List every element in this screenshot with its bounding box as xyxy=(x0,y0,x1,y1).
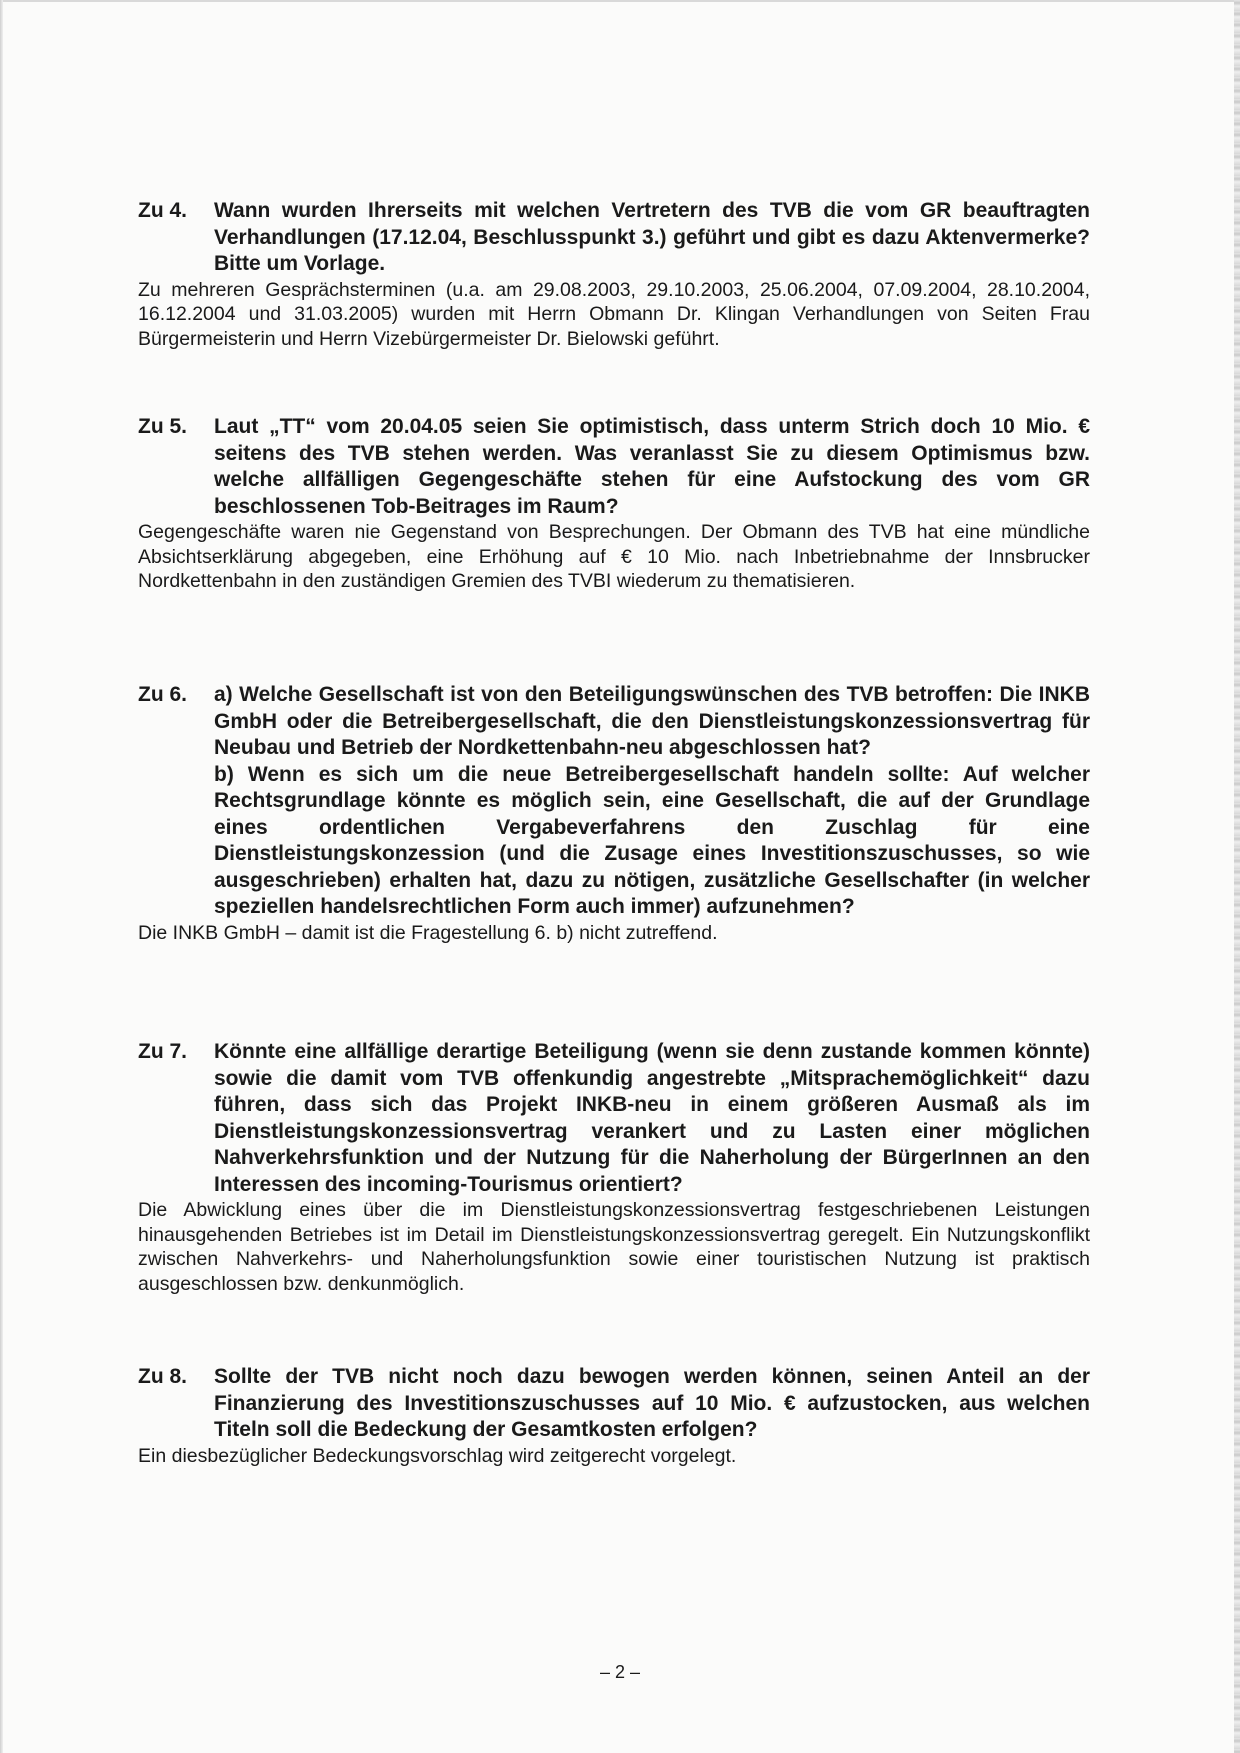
question-text: Laut „TT“ vom 20.04.05 seien Sie optimistisch, dass unterm Strich doch 10 Mio. € seitens des TVB stehen werden. Was veranlasst Sie zu diesem Optimismus bzw. welche allfälligen Gegengeschäfte stehen für eine Aufstockung des vom GR beschlossenen Tob-Beitrages im Raum? xyxy=(214,415,1090,518)
question xyxy=(138,682,1090,921)
question-number: Zu 5. xyxy=(138,415,188,438)
question-number: Zu 8. xyxy=(138,1365,188,1388)
answer-text: Ein diesbezüglicher Bedeckungsvorschlag wird zeitgerecht vorgelegt. xyxy=(138,1444,737,1467)
question xyxy=(138,1039,1090,1198)
question-text-a: a) Welche Gesellschaft ist von den Beteiligungswünschen des TVB betroffen: Die INKB GmbH oder die Betreibergesellschaft, die den Dienstleistungskonzessionsvertrag für Neubau und Betrieb der Nordkettenbahn-neu abgeschlossen hat? xyxy=(214,683,1090,759)
question-text: Sollte der TVB nicht noch dazu bewogen werden können, seinen Anteil an der Finanzierung des Investitionszuschusses auf 10 Mio. € aufzustocken, aus welchen Titeln soll die Bedeckung der Gesamtkosten erfolgen? xyxy=(214,1365,1090,1441)
question-text-b: b) Wenn es sich um die neue Betreibergesellschaft handeln sollte: Auf welcher Rechtsgrundlage könnte es möglich sein, eine Gesellschaft, die auf der Grundlage eines ordentlichen Vergabeverfahrens den Zuschlag für eine Dienstleistungskonzession (und die Zusage eines Investitionszuschusses, so wie ausgeschrieben) erhalten hat, dazu zu nötigen, zusätzliche Gesellschafter (in welcher speziellen handelsrechtlichen Form auch immer) aufzunehmen? xyxy=(214,762,1090,918)
question-text: Könnte eine allfällige derartige Beteiligung (wenn sie denn zustande kommen könnte) sowie die damit vom TVB offenkundig angestrebte „Mitsprachemöglichkeit“ dazu führen, dass sich das Projekt INKB-neu in einem größeren Ausmaß als im Dienstleistungskonzessionsvertrag verankert und zu Lasten einer möglichen Nahverkehrsfunktion und der Nutzung für die Naherholung der BürgerInnen an den Interessen des incoming-Tourismus orientiert? xyxy=(214,1040,1090,1196)
question xyxy=(138,414,1090,520)
section-zu-4 xyxy=(138,198,1090,351)
answer-text: Die Abwicklung eines über die im Dienstleistungskonzessionsvertrag festgeschriebenen Leistungen hinausgehenden Betriebes ist im Detail im Dienstleistungskonzessionsvertrag geregelt. Ein Nutzungskonflikt zwischen Nahverkehrs- und Naherholungsfunktion sowie einer touristischen Nutzung ist praktisch ausgeschlossen bzw. denkunmöglich. xyxy=(138,1199,1090,1295)
answer-text: Die INKB GmbH – damit ist die Fragestellung 6. b) nicht zutreffend. xyxy=(138,921,718,944)
question-number: Zu 6. xyxy=(138,683,188,706)
scan-edge-top xyxy=(0,0,1240,2)
section-zu-6 xyxy=(138,682,1090,945)
question-number: Zu 4. xyxy=(138,199,188,222)
answer-text: Zu mehreren Gesprächsterminen (u.a. am 29.08.2003, 29.10.2003, 25.06.2004, 07.09.2004, 28.10.2004, 16.12.2004 und 31.03.2005) wurden mit Herrn Obmann Dr. Klingan Verhandlungen von Seiten Frau Bürgermeisterin und Herrn Vizebürgermeister Dr. Bielowski geführt. xyxy=(138,278,1090,350)
answer-text: Gegengeschäfte waren nie Gegenstand von Besprechungen. Der Obmann des TVB hat eine mündliche Absichtserklärung abgegeben, eine Erhöhung auf € 10 Mio. nach Inbetriebnahme der Innsbrucker Nordkettenbahn in den zuständigen Gremien des TVBI wiederum zu thematisieren. xyxy=(138,521,1090,592)
scan-edge-right xyxy=(1234,0,1240,1753)
question xyxy=(138,1364,1090,1444)
section-zu-5 xyxy=(138,414,1090,594)
page-number: – 2 – xyxy=(599,1662,641,1682)
question-text: Wann wurden Ihrerseits mit welchen Vertretern des TVB die vom GR beauftragten Verhandlungen (17.12.04, Beschlusspunkt 3.) geführt und gibt es dazu Aktenvermerke? Bitte um Vorlage. xyxy=(214,199,1090,275)
section-zu-8 xyxy=(138,1364,1090,1468)
question-number: Zu 7. xyxy=(138,1040,188,1063)
section-zu-7 xyxy=(138,1039,1090,1296)
scan-edge-left xyxy=(0,0,3,1753)
question xyxy=(138,198,1090,278)
